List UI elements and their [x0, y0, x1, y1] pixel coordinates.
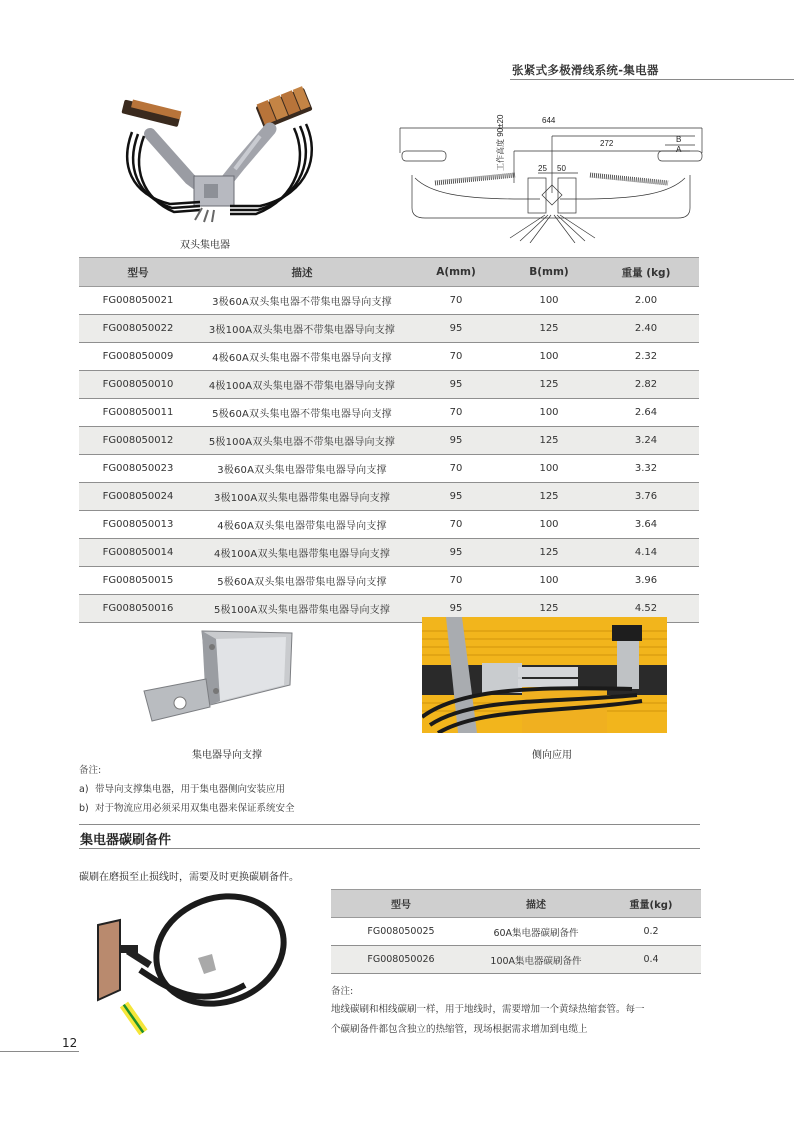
brush-note-line-2: 个碳刷备件都包含独立的热缩管，现场根据需求增加到电缆上: [331, 1024, 588, 1035]
table-row: [331, 946, 701, 974]
cell-model: FG008050012: [79, 427, 197, 455]
cell-weight: 2.40: [593, 315, 699, 343]
double-head-collector-caption: 双头集电器: [180, 240, 230, 251]
cell-description: 5极60A双头集电器带集电器导向支撑: [197, 567, 407, 595]
cell-weight: 4.52: [593, 595, 699, 623]
page-number: 12: [62, 1036, 78, 1050]
cell-weight: 3.32: [593, 455, 699, 483]
cell-model: FG008050026: [331, 946, 471, 974]
cell-a-mm: 95: [407, 427, 505, 455]
cell-weight: 3.96: [593, 567, 699, 595]
note-item-a: [79, 781, 285, 795]
page-header-title: 张紧式多极滑线系统-集电器: [512, 63, 659, 77]
side-application-photo: [422, 617, 667, 733]
table-row: [79, 427, 699, 455]
cell-weight: 0.2: [601, 918, 701, 946]
cell-a-mm: 95: [407, 483, 505, 511]
cell-model: FG008050022: [79, 315, 197, 343]
cell-model: FG008050009: [79, 343, 197, 371]
cell-a-mm: 95: [407, 539, 505, 567]
table-row: [79, 287, 699, 315]
cell-description: 4极100A双头集电器带集电器导向支撑: [197, 539, 407, 567]
dim-offset: 272: [600, 139, 614, 148]
notes-label: 备注:: [79, 765, 102, 776]
cell-weight: 2.64: [593, 399, 699, 427]
cell-description: 3极60A双头集电器带集电器导向支撑: [197, 455, 407, 483]
cell-model: FG008050013: [79, 511, 197, 539]
cell-a-mm: 95: [407, 371, 505, 399]
cell-description: 4极100A双头集电器不带集电器导向支撑: [197, 371, 407, 399]
cell-description: 100A集电器碳刷备件: [471, 946, 601, 974]
cell-description: 3极100A双头集电器不带集电器导向支撑: [197, 315, 407, 343]
cell-b-mm: 125: [505, 371, 593, 399]
cell-description: 5极100A双头集电器带集电器导向支撑: [197, 595, 407, 623]
table-row: [79, 511, 699, 539]
dim-overall: 644: [542, 116, 556, 125]
cell-description: 4极60A双头集电器不带集电器导向支撑: [197, 343, 407, 371]
note-text: 带导向支撑集电器，用于集电器侧向安装应用: [95, 784, 286, 795]
brush-spare-table: [331, 889, 701, 974]
cell-a-mm: 70: [407, 399, 505, 427]
cell-weight: 2.32: [593, 343, 699, 371]
cell-b-mm: 100: [505, 287, 593, 315]
cell-description: 4极60A双头集电器带集电器导向支撑: [197, 511, 407, 539]
cell-b-mm: 100: [505, 511, 593, 539]
table-row: [79, 343, 699, 371]
table-row: [331, 918, 701, 946]
cell-a-mm: 95: [407, 595, 505, 623]
collector-spec-table: [79, 257, 699, 623]
cell-b-mm: 100: [505, 343, 593, 371]
cell-weight: 4.14: [593, 539, 699, 567]
note-text: 对于物流应用必须采用双集电器来保证系统安全: [95, 803, 295, 814]
cell-a-mm: 70: [407, 511, 505, 539]
column-header-b: B(mm): [505, 258, 593, 287]
cell-model: FG008050015: [79, 567, 197, 595]
side-application-caption: 侧向应用: [532, 750, 572, 761]
cell-model: FG008050023: [79, 455, 197, 483]
dim-label-a: A: [676, 145, 682, 154]
cell-weight: 2.82: [593, 371, 699, 399]
cell-b-mm: 100: [505, 567, 593, 595]
dim-gap-a: 25: [538, 164, 547, 173]
section-rule-top: [79, 824, 700, 825]
cell-b-mm: 125: [505, 539, 593, 567]
header-rule: [510, 79, 794, 80]
cell-model: FG008050024: [79, 483, 197, 511]
cell-weight: 3.64: [593, 511, 699, 539]
cell-weight: 3.76: [593, 483, 699, 511]
column-header-weight: 重量(kg): [601, 890, 701, 918]
column-header-description: 描述: [471, 890, 601, 918]
cell-description: 5极60A双头集电器不带集电器导向支撑: [197, 399, 407, 427]
cell-model: FG008050021: [79, 287, 197, 315]
brush-notes-label: 备注:: [331, 986, 354, 997]
table-row: [79, 539, 699, 567]
cell-model: FG008050016: [79, 595, 197, 623]
cell-a-mm: 70: [407, 567, 505, 595]
footer-rule: [0, 1051, 79, 1052]
cell-b-mm: 125: [505, 315, 593, 343]
cell-description: 5极100A双头集电器不带集电器导向支撑: [197, 427, 407, 455]
cell-b-mm: 125: [505, 483, 593, 511]
section-rule-bottom: [79, 848, 700, 849]
note-marker: b): [79, 803, 89, 814]
table-row: [79, 483, 699, 511]
cell-weight: 0.4: [601, 946, 701, 974]
column-header-model: 型号: [79, 258, 197, 287]
brush-note-line-1: 地线碳刷和相线碳刷一样，用于地线时，需要增加一个黄绿热缩套管。每一: [331, 1004, 645, 1015]
cell-weight: 3.24: [593, 427, 699, 455]
cell-a-mm: 95: [407, 315, 505, 343]
cell-b-mm: 125: [505, 595, 593, 623]
cell-b-mm: 100: [505, 399, 593, 427]
cell-a-mm: 70: [407, 455, 505, 483]
collector-dimension-drawing: [390, 103, 710, 243]
cell-weight: 2.00: [593, 287, 699, 315]
column-header-description: 描述: [197, 258, 407, 287]
guide-support-caption: 集电器导向支撑: [192, 750, 262, 761]
table-row: [79, 567, 699, 595]
column-header-a: A(mm): [407, 258, 505, 287]
cell-b-mm: 125: [505, 427, 593, 455]
note-marker: a): [79, 784, 89, 795]
cell-description: 60A集电器碳刷备件: [471, 918, 601, 946]
note-item-b: [79, 800, 295, 814]
table-row: [79, 315, 699, 343]
dim-label-b: B: [676, 135, 682, 144]
column-header-weight: 重量 (kg): [593, 258, 699, 287]
collector-guide-support-image: [140, 625, 300, 725]
cell-b-mm: 100: [505, 455, 593, 483]
cell-model: FG008050010: [79, 371, 197, 399]
table-header-row: [331, 890, 701, 918]
double-head-collector-image: [110, 84, 330, 224]
table-header-row: [79, 258, 699, 287]
cell-model: FG008050011: [79, 399, 197, 427]
cell-model: FG008050025: [331, 918, 471, 946]
brush-section-title: 集电器碳刷备件: [80, 833, 172, 848]
dim-gap-b: 50: [557, 164, 566, 173]
table-row: [79, 371, 699, 399]
cell-a-mm: 70: [407, 343, 505, 371]
column-header-model: 型号: [331, 890, 471, 918]
table-row: [79, 455, 699, 483]
cell-model: FG008050014: [79, 539, 197, 567]
cell-description: 3极60A双头集电器不带集电器导向支撑: [197, 287, 407, 315]
cell-description: 3极100A双头集电器带集电器导向支撑: [197, 483, 407, 511]
brush-section-intro: 碳刷在磨损至止损线时，需要及时更换碳刷备件。: [79, 872, 299, 883]
cell-a-mm: 70: [407, 287, 505, 315]
carbon-brush-spare-image: [70, 890, 300, 1035]
table-row: [79, 399, 699, 427]
dim-height: 工作高度 90±20: [496, 114, 505, 171]
